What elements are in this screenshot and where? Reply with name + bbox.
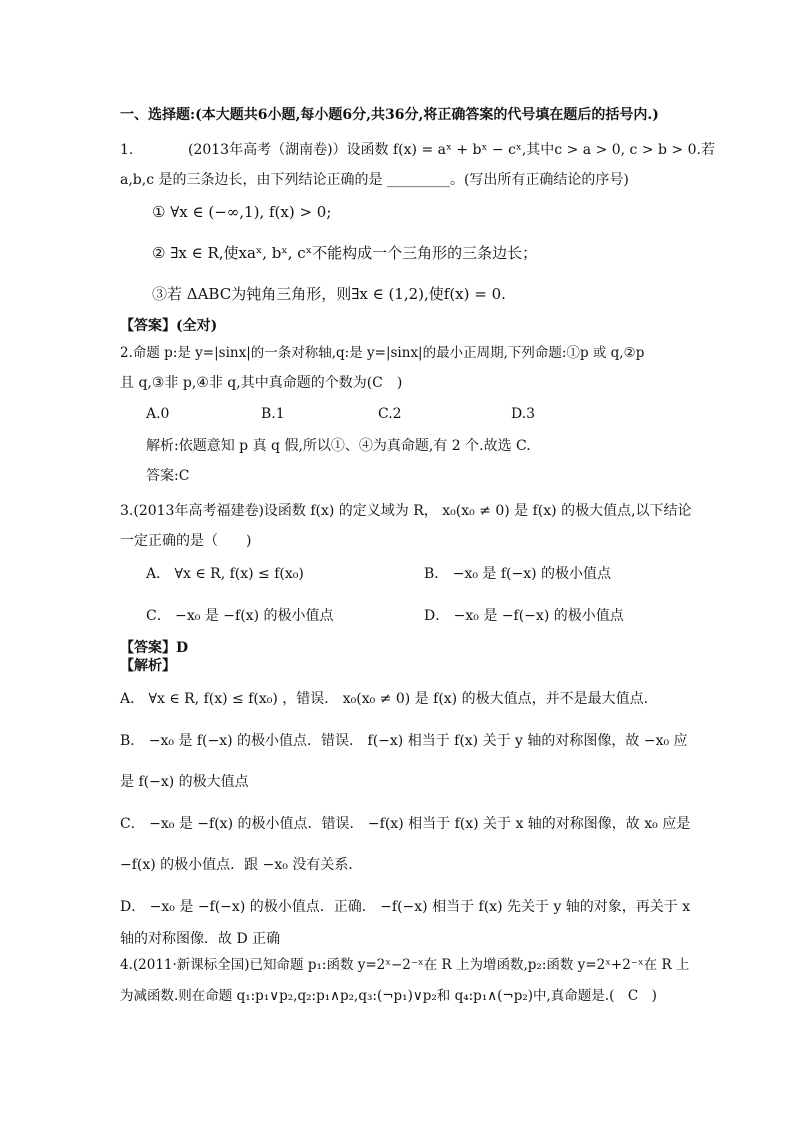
q3-explain-b-line1: B． −x₀ 是 f(−x) 的极小值点．错误． f(−x) 相当于 f(x) 关于 y 轴的对称图像，故 −x₀ 应 bbox=[120, 733, 688, 749]
q4-stem-line2: 为减函数.则在命题 q₁:p₁∨p₂,q₂:p₁∧p₂,q₃:(¬p₁)∨p₂和 q₄:p₁∧(¬p₂)中,真命题是.( C ) bbox=[120, 988, 657, 1004]
q3-explain-c-line1: C． −x₀ 是 −f(x) 的极小值点．错误． −f(x) 相当于 f(x) 关于 x 轴的对称图像，故 x₀ 应是 bbox=[120, 816, 691, 832]
q3-explain-d-line1: D． −x₀ 是 −f(−x) 的极小值点．正确． −f(−x) 相当于 f(x) 先关于 y 轴的对象，再关于 x bbox=[120, 899, 691, 915]
q2-option-a: A.0 bbox=[146, 406, 170, 422]
q2-option-d: D.3 bbox=[511, 406, 536, 422]
q3-stem-line1: 3.(2013年高考福建卷)设函数 f(x) 的定义域为 R， x₀(x₀ ≠ 0) 是 f(x) 的极大值点,以下结论 bbox=[120, 503, 692, 519]
q2-analysis: 解析:依题意知 p 真 q 假,所以①、④为真命题,有 2 个.故选 C. bbox=[146, 438, 531, 454]
q2-option-c: C.2 bbox=[378, 406, 402, 422]
section-title: 一、选择题:(本大题共6小题,每小题6分,共36分,将正确答案的代号填在题后的括号内.) bbox=[120, 107, 659, 123]
q2-stem-line2: 且 q,③非 p,④非 q,其中真命题的个数为(C ) bbox=[120, 375, 403, 391]
q3-explain-a: A． ∀x ∈ R, f(x) ≤ f(x₀) ，错误． x₀(x₀ ≠ 0) 是 f(x) 的极大值点，并不是最大值点． bbox=[120, 691, 658, 707]
q4-stem-line1: 4.(2011·新课标全国)已知命题 p₁:函数 y=2ˣ−2⁻ˣ在 R 上为增函数,p₂:函数 y=2ˣ+2⁻ˣ在 R 上 bbox=[120, 957, 690, 973]
q3-option-b: B． −x₀ 是 f(−x) 的极小值点 bbox=[424, 566, 612, 582]
q3-explain-b-line2: 是 f(−x) 的极大值点 bbox=[120, 774, 249, 790]
q1-option-3: ③若 ΔABC为钝角三角形，则∃x ∈ (1,2),使f(x) = 0. bbox=[152, 285, 506, 303]
q3-explain-c-line2: −f(x) 的极小值点．跟 −x₀ 没有关系． bbox=[120, 857, 363, 873]
q3-option-a: A． ∀x ∈ R, f(x) ≤ f(x₀) bbox=[146, 566, 304, 582]
q1-answer: 【答案】(全对) bbox=[120, 318, 218, 334]
q3-explain-d-line2: 轴的对称图像．故 D 正确 bbox=[120, 931, 281, 947]
q2-answer: 答案:C bbox=[146, 468, 190, 484]
q2-option-b: B.1 bbox=[261, 406, 285, 422]
q1-number: 1. bbox=[120, 142, 134, 158]
q3-analysis-label: 【解析】 bbox=[120, 658, 176, 674]
q3-stem-line2: 一定正确的是（ ) bbox=[120, 533, 252, 549]
q3-option-c: C． −x₀ 是 −f(x) 的极小值点 bbox=[146, 608, 334, 624]
q1-stem-line1: (2013年高考（湖南卷)）设函数 f(x) = aˣ + bˣ − cˣ,其中c > a > 0, c > b > 0.若 bbox=[188, 142, 715, 158]
q1-stem-line2: a,b,c 是的三条边长，由下列结论正确的是 _________。(写出所有正确结论的序号) bbox=[120, 172, 629, 188]
q3-answer: 【答案】D bbox=[120, 640, 189, 656]
q3-option-d: D． −x₀ 是 −f(−x) 的极小值点 bbox=[424, 608, 624, 624]
q1-option-1: ① ∀x ∈ (−∞,1), f(x) > 0; bbox=[152, 203, 332, 221]
q2-stem-line1: 2.命题 p:是 y=|sinx|的一条对称轴,q:是 y=|sinx|的最小正周期,下列命题:①p 或 q,②p bbox=[120, 345, 645, 361]
q1-option-2: ② ∃x ∈ R,使xaˣ, bˣ, cˣ不能构成一个三角形的三条边长； bbox=[152, 244, 538, 262]
